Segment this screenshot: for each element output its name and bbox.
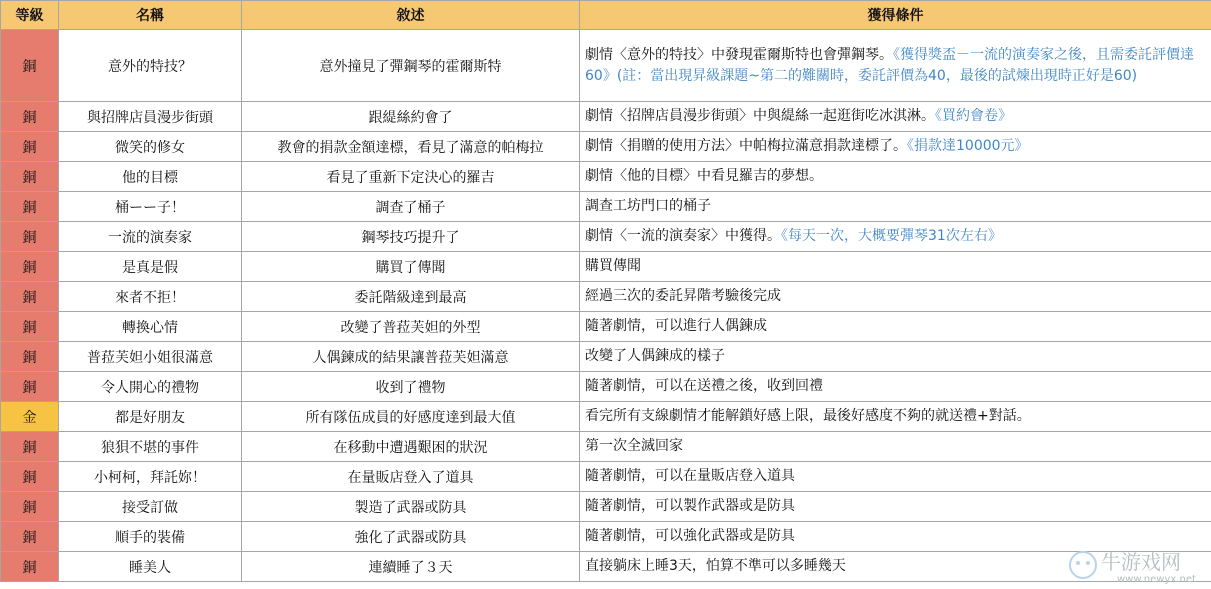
cell-condition[interactable] (580, 342, 1211, 372)
cell-name[interactable]: 與招牌店員漫步街頭 (59, 102, 242, 132)
condition-text: 隨著劇情，可以在送禮之後，收到回禮 (585, 378, 823, 394)
cell-grade[interactable]: 銅 (1, 252, 59, 282)
cell-condition[interactable] (580, 30, 1211, 102)
cell-description[interactable]: 在量販店登入了道具 (242, 462, 580, 492)
cell-grade[interactable]: 銅 (1, 30, 59, 102)
cell-condition[interactable] (580, 282, 1211, 312)
cell-name[interactable]: 小柯柯，拜託妳！ (59, 462, 242, 492)
table-row (1, 462, 1211, 492)
table-row (1, 342, 1211, 372)
table-row (1, 552, 1211, 582)
cell-grade[interactable]: 銅 (1, 132, 59, 162)
cell-description[interactable]: 看見了重新下定決心的羅吉 (242, 162, 580, 192)
condition-note: 《每天一次，大概要彈琴31次左右》 (781, 228, 1002, 244)
table-row (1, 132, 1211, 162)
table-row (1, 30, 1211, 102)
condition-text: 經過三次的委託昇階考驗後完成 (585, 288, 781, 304)
cell-description[interactable]: 在移動中遭遇艱困的狀況 (242, 432, 580, 462)
condition-note: 《獲得獎盃－一流的演奏家之後，且需委託評價達60》(註：當出現昇級課題~第二的難關時，委託評價為40，最後的試煉出現時正好是60) (585, 46, 1194, 84)
cell-description[interactable]: 調查了桶子 (242, 192, 580, 222)
cell-grade[interactable]: 銅 (1, 222, 59, 252)
cell-name[interactable]: 是真是假 (59, 252, 242, 282)
cell-condition[interactable] (580, 312, 1211, 342)
header-name[interactable]: 名稱 (59, 1, 242, 30)
cell-description[interactable]: 製造了武器或防具 (242, 492, 580, 522)
condition-text: 隨著劇情，可以進行人偶鍊成 (585, 318, 767, 334)
cell-description[interactable]: 購買了傳聞 (242, 252, 580, 282)
cell-name[interactable]: 狼狽不堪的事件 (59, 432, 242, 462)
cell-description[interactable]: 收到了禮物 (242, 372, 580, 402)
cell-grade[interactable]: 銅 (1, 342, 59, 372)
table-row (1, 222, 1211, 252)
table-row (1, 102, 1211, 132)
cell-condition[interactable] (580, 192, 1211, 222)
cell-grade[interactable]: 銅 (1, 162, 59, 192)
cell-description[interactable]: 所有隊伍成員的好感度達到最大值 (242, 402, 580, 432)
cell-condition[interactable] (580, 132, 1211, 162)
cell-condition[interactable] (580, 432, 1211, 462)
watermark-logo (1065, 545, 1205, 585)
cell-description[interactable]: 跟緹絲約會了 (242, 102, 580, 132)
cell-description[interactable]: 教會的捐款金額達標，看見了滿意的帕梅拉 (242, 132, 580, 162)
cell-description[interactable]: 人偶鍊成的結果讓普菈芙妲滿意 (242, 342, 580, 372)
cell-name[interactable]: 順手的裝備 (59, 522, 242, 552)
condition-text: 隨著劇情，可以強化武器或是防具 (585, 528, 795, 544)
cell-name[interactable]: 都是好朋友 (59, 402, 242, 432)
condition-text: 劇情〈招牌店員漫步街頭〉中與緹絲一起逛街吃冰淇淋。 (585, 108, 935, 124)
condition-text: 隨著劇情，可以製作武器或是防具 (585, 498, 795, 514)
table-row (1, 432, 1211, 462)
cell-grade[interactable]: 銅 (1, 462, 59, 492)
header-condition[interactable]: 獲得條件 (580, 1, 1211, 30)
cell-grade[interactable]: 銅 (1, 192, 59, 222)
cell-description[interactable]: 鋼琴技巧提升了 (242, 222, 580, 252)
condition-text: 改變了人偶鍊成的樣子 (585, 348, 725, 364)
cell-condition[interactable] (580, 402, 1211, 432)
cell-name[interactable]: 睡美人 (59, 552, 242, 582)
cell-condition[interactable] (580, 252, 1211, 282)
cell-grade[interactable]: 銅 (1, 282, 59, 312)
cell-description[interactable]: 連續睡了３天 (242, 552, 580, 582)
table-row (1, 252, 1211, 282)
cell-grade[interactable]: 銅 (1, 552, 59, 582)
cell-condition[interactable] (580, 492, 1211, 522)
condition-note: 《買約會卷》 (935, 108, 1012, 124)
condition-text: 隨著劇情，可以在量販店登入道具 (585, 468, 795, 484)
cell-grade[interactable]: 銅 (1, 372, 59, 402)
condition-text: 劇情〈一流的演奏家〉中獲得。 (585, 228, 781, 244)
cell-name[interactable]: 他的目標 (59, 162, 242, 192)
condition-text: 看完所有支線劇情才能解鎖好感上限，最後好感度不夠的就送禮+對話。 (585, 408, 1031, 424)
table-row (1, 162, 1211, 192)
cell-condition[interactable] (580, 462, 1211, 492)
cell-name[interactable]: 接受訂做 (59, 492, 242, 522)
condition-text: 劇情〈他的目標〉中看見羅吉的夢想。 (585, 168, 823, 184)
table-row (1, 522, 1211, 552)
watermark-url: www.newyx.net (1117, 574, 1196, 585)
table-row (1, 402, 1211, 432)
cell-name[interactable]: 桶ーー子！ (59, 192, 242, 222)
cell-description[interactable]: 意外撞見了彈鋼琴的霍爾斯特 (242, 30, 580, 102)
cell-name[interactable]: 意外的特技？ (59, 30, 242, 102)
cell-grade[interactable]: 銅 (1, 492, 59, 522)
condition-text: 調查工坊門口的桶子 (585, 198, 711, 214)
header-grade[interactable]: 等級 (1, 1, 59, 30)
table-row (1, 372, 1211, 402)
condition-note: 《捐款達10000元》 (907, 138, 1029, 154)
header-description[interactable]: 敘述 (242, 1, 580, 30)
cell-name[interactable]: 來者不拒！ (59, 282, 242, 312)
table-body (1, 30, 1211, 582)
condition-text: 直接躺床上睡3天，怕算不準可以多睡幾天 (585, 558, 846, 574)
cell-condition[interactable] (580, 162, 1211, 192)
cell-grade[interactable]: 銅 (1, 312, 59, 342)
cell-description[interactable]: 委託階級達到最高 (242, 282, 580, 312)
cell-grade[interactable]: 金 (1, 402, 59, 432)
cell-description[interactable]: 改變了普菈芙妲的外型 (242, 312, 580, 342)
condition-text: 購買傳聞 (585, 258, 641, 274)
cell-grade[interactable]: 銅 (1, 432, 59, 462)
header-row (1, 1, 1211, 30)
condition-text: 劇情〈意外的特技〉中發現霍爾斯特也會彈鋼琴。 (585, 46, 893, 63)
cell-name[interactable]: 普菈芙妲小姐很滿意 (59, 342, 242, 372)
cell-name[interactable]: 微笑的修女 (59, 132, 242, 162)
cell-name[interactable]: 轉換心情 (59, 312, 242, 342)
table-row (1, 312, 1211, 342)
table-row (1, 492, 1211, 522)
cell-condition[interactable] (580, 102, 1211, 132)
table-row (1, 192, 1211, 222)
cell-name[interactable]: 令人開心的禮物 (59, 372, 242, 402)
cell-description[interactable]: 強化了武器或防具 (242, 522, 580, 552)
cell-grade[interactable]: 銅 (1, 522, 59, 552)
watermark-text: 牛游戏网 (1101, 550, 1181, 574)
cell-condition[interactable] (580, 372, 1211, 402)
condition-text: 劇情〈捐贈的使用方法〉中帕梅拉滿意捐款達標了。 (585, 138, 907, 154)
cell-grade[interactable]: 銅 (1, 102, 59, 132)
cell-condition[interactable] (580, 222, 1211, 252)
cell-name[interactable]: 一流的演奏家 (59, 222, 242, 252)
table-row (1, 282, 1211, 312)
condition-text: 第一次全滅回家 (585, 438, 683, 454)
